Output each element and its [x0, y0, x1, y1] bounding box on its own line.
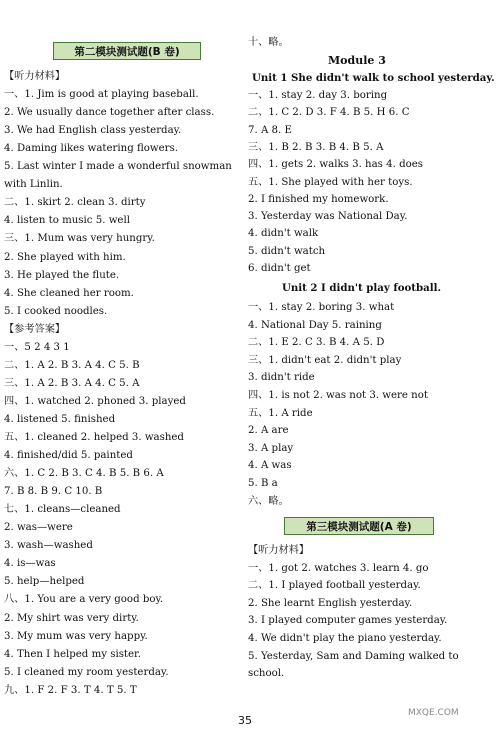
answer-line: 3. wash—washed — [4, 540, 93, 552]
answer-line: 4. listened 5. finished — [4, 413, 116, 425]
answer-line: 八、1. You are a very good boy. — [4, 594, 164, 606]
answer-line: 【听力材料】 — [248, 545, 310, 556]
answer-line: 5. I cooked noodles. — [4, 305, 108, 317]
answer-line: 一、1. Jim is good at playing baseball. — [4, 89, 199, 101]
answer-line: 5. didn't watch — [248, 245, 326, 257]
answer-line: 【听力材料】 — [4, 71, 66, 82]
answer-line: 5. help—helped — [4, 576, 85, 588]
answer-line: 4. listen to music 5. well — [4, 215, 130, 227]
answer-line: 七、1. cleans—cleaned — [4, 504, 121, 516]
answer-line: 三、1. Mum was very hungry. — [4, 233, 155, 245]
answer-line: 【参考答案】 — [4, 323, 66, 335]
section-title-module3-a: 第三模块测试题(A 卷) — [284, 517, 434, 535]
page-number: 35 — [238, 714, 252, 727]
answer-line: 3. I played computer games yesterday. — [248, 615, 448, 627]
answer-line: 6. didn't get — [248, 263, 311, 274]
answer-line: 五、1. She played with her toys. — [248, 176, 413, 188]
answer-line: 五、1. A ride — [248, 407, 313, 419]
answer-line: 二、1. A 2. B 3. A 4. C 5. B — [4, 359, 140, 371]
answer-line: 六、略。 — [248, 495, 289, 507]
unit1-title: Unit 1 She didn't walk to school yesterday. — [252, 72, 495, 84]
answer-line: 六、1. C 2. B 3. C 4. B 5. B 6. A — [4, 468, 164, 480]
answer-line: 7. A 8. E — [248, 124, 292, 136]
answer-line: school. — [248, 668, 285, 680]
answer-line: 一、1. stay 2. boring 3. what — [248, 302, 395, 313]
answer-line: 二、1. skirt 2. clean 3. dirty — [4, 197, 146, 209]
answer-line: 2. My shirt was very dirty. — [4, 612, 139, 624]
answer-line: 2. was—were — [4, 522, 73, 534]
answer-line: 二、1. I played football yesterday. — [248, 580, 421, 592]
answer-line: 三、1. B 2. B 3. B 4. B 5. A — [248, 141, 384, 153]
section-title-module2-b: 第二模块测试题(B 卷) — [53, 42, 201, 60]
module-title: Module 3 — [328, 54, 386, 67]
answer-line: 四、1. watched 2. phoned 3. played — [4, 395, 186, 407]
answer-line: 二、1. C 2. D 3. F 4. B 5. H 6. C — [248, 107, 410, 119]
answer-line: 3. We had English class yesterday. — [4, 125, 182, 137]
answer-line: 4. Daming likes watering flowers. — [4, 143, 179, 155]
answer-line: 4. A was — [248, 460, 292, 472]
answer-line: 4. National Day 5. raining — [248, 319, 382, 331]
unit2-title: Unit 2 I didn't play football. — [282, 282, 442, 294]
answer-line: 2. I finished my homework. — [248, 193, 389, 205]
answer-line: 一、1. stay 2. day 3. boring — [248, 90, 388, 101]
answer-line: 7. B 8. B 9. C 10. B — [4, 486, 103, 498]
answer-line: 三、1. didn't eat 2. didn't play — [248, 354, 402, 366]
answer-line: 4. We didn't play the piano yesterday. — [248, 633, 442, 644]
answer-line: 三、1. A 2. B 3. A 4. C 5. A — [4, 377, 140, 389]
answer-line: 4. finished/did 5. painted — [4, 450, 133, 462]
answer-line: 4. She cleaned her room. — [4, 287, 134, 299]
answer-line: 3. He played the flute. — [4, 269, 120, 281]
answer-line: 4. didn't walk — [248, 228, 319, 240]
answer-line: 4. is—was — [4, 558, 56, 570]
answer-line: 3. Yesterday was National Day. — [248, 211, 408, 223]
answer-line: 2. She learnt English yesterday. — [248, 597, 413, 609]
answer-line: 5. B a — [248, 478, 278, 489]
answer-line: 5. I cleaned my room yesterday. — [4, 666, 169, 678]
answer-line: 五、1. cleaned 2. helped 3. washed — [4, 432, 184, 443]
answer-line: 3. My mum was very happy. — [4, 630, 148, 642]
answer-line: 2. A are — [248, 425, 289, 437]
footer-watermark: MXQE.COM — [408, 708, 459, 718]
answer-line: 5. Last winter I made a wonderful snowman — [4, 161, 232, 173]
answer-line: 3. didn't ride — [248, 372, 315, 384]
answer-line: 一、5 2 4 3 1 — [4, 341, 70, 353]
answer-line: 四、1. gets 2. walks 3. has 4. does — [248, 159, 424, 171]
answer-line: 一、1. got 2. watches 3. learn 4. go — [248, 562, 429, 574]
item-ten-omitted: 十、略。 — [248, 37, 289, 48]
answer-line: 2. She played with him. — [4, 251, 126, 263]
answer-line: 二、1. E 2. C 3. B 4. A 5. D — [248, 337, 385, 349]
answer-line: 2. We usually dance together after class. — [4, 107, 215, 119]
answer-line: 九、1. F 2. F 3. T 4. T 5. T — [4, 684, 137, 696]
answer-line: 3. A play — [248, 442, 294, 454]
answer-line: with Linlin. — [4, 179, 63, 191]
answer-line: 5. Yesterday, Sam and Daming walked to — [248, 650, 459, 662]
answer-line: 4. Then I helped my sister. — [4, 648, 142, 660]
answer-line: 四、1. is not 2. was not 3. were not — [248, 390, 428, 401]
